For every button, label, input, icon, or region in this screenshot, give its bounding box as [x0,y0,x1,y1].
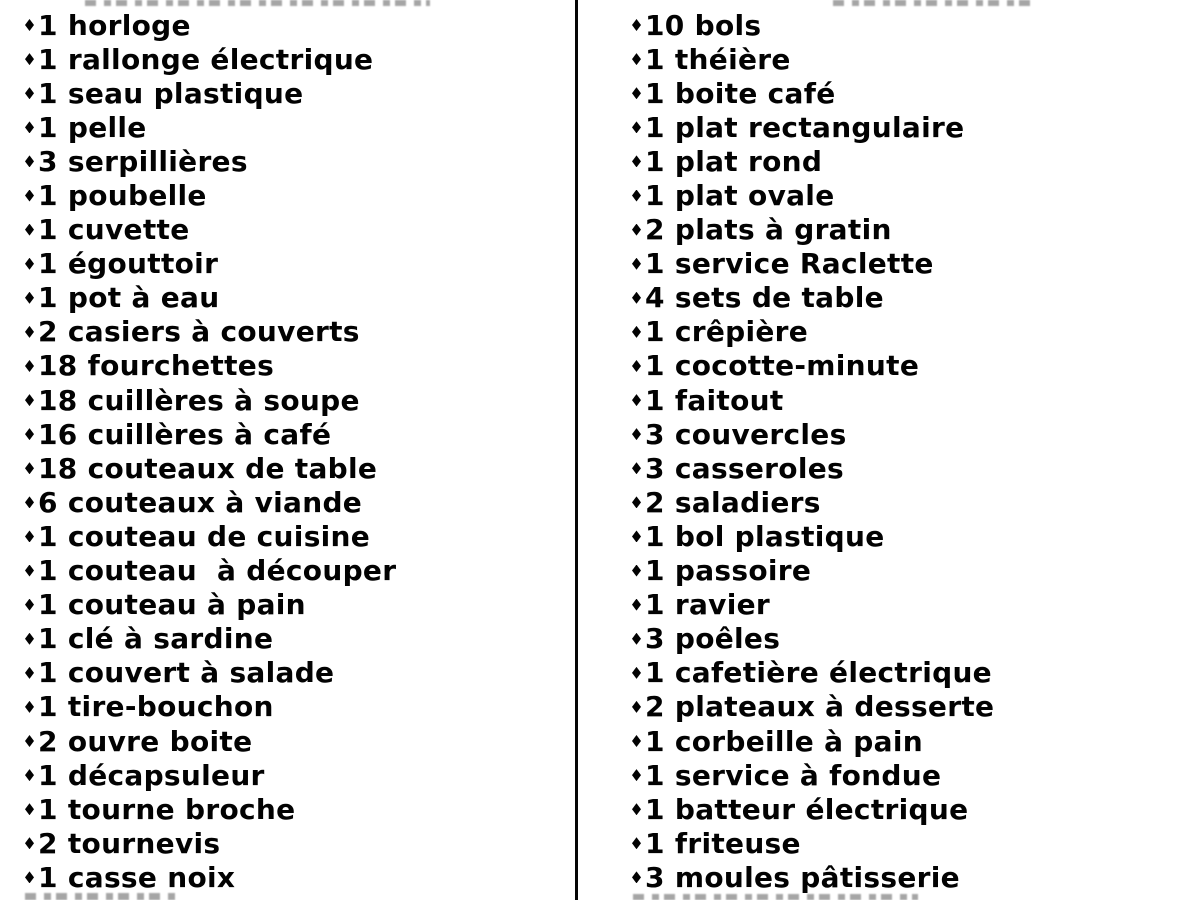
item-label: couteau à pain [67,588,306,622]
item-label: cuvette [67,213,190,247]
list-item [25,349,570,383]
list-item [632,383,1192,417]
diamond-bullet-icon [632,121,641,133]
item-separator [665,622,675,655]
diamond-bullet-icon [632,837,641,849]
list-item [632,451,1192,485]
item-label: batteur électrique [674,792,969,826]
clipped-text-fragment [85,0,430,6]
item-quantity: 18 [38,383,78,417]
item-separator [58,77,68,110]
item-quantity: 1 [38,690,58,724]
item-label: bol plastique [674,519,885,553]
item-quantity: 1 [38,792,58,826]
item-separator [58,213,68,246]
item-label: cocotte-minute [674,349,920,383]
item-separator [58,759,68,792]
item-separator [665,43,675,76]
list-item [632,724,1192,758]
item-label: service Raclette [674,247,934,281]
item-label: corbeille à pain [674,724,923,758]
diamond-bullet-icon [25,633,34,645]
diamond-bullet-icon [25,19,34,31]
item-quantity: 1 [645,588,665,622]
diamond-bullet-icon [25,224,34,236]
item-label: théière [674,42,791,76]
diamond-bullet-icon [632,701,641,713]
item-label: pelle [67,110,147,144]
item-separator [665,861,675,894]
item-label: moules pâtisserie [674,860,960,894]
diamond-bullet-icon [632,871,641,883]
diamond-bullet-icon [25,496,34,508]
item-quantity: 1 [645,42,665,76]
list-item [25,758,570,792]
list-item [632,417,1192,451]
list-item [632,519,1192,553]
diamond-bullet-icon [25,53,34,65]
item-quantity: 2 [38,724,58,758]
diamond-bullet-icon [25,87,34,99]
item-quantity: 1 [645,792,665,826]
item-label: friteuse [674,826,801,860]
item-separator [665,247,675,280]
diamond-bullet-icon [25,769,34,781]
item-quantity: 1 [645,76,665,110]
item-label: service à fondue [674,758,942,792]
diamond-bullet-icon [25,530,34,542]
item-label: égouttoir [67,247,219,281]
item-quantity: 16 [38,417,78,451]
diamond-bullet-icon [632,633,641,645]
item-quantity: 1 [38,554,58,588]
item-separator [665,759,675,792]
diamond-bullet-icon [25,735,34,747]
diamond-bullet-icon [632,360,641,372]
diamond-bullet-icon [632,190,641,202]
item-separator [58,690,68,723]
item-separator [665,520,675,553]
list-item [632,792,1192,826]
diamond-bullet-icon [25,121,34,133]
item-label: horloge [67,8,191,42]
item-quantity: 1 [645,315,665,349]
item-separator [58,281,68,314]
diamond-bullet-icon [25,565,34,577]
diamond-bullet-icon [25,803,34,815]
list-item [632,554,1192,588]
item-quantity: 1 [38,247,58,281]
diamond-bullet-icon [632,224,641,236]
inventory-column-left [25,8,570,894]
item-label: boite café [674,76,836,110]
list-item [25,451,570,485]
item-label: pot à eau [67,281,220,315]
item-separator [58,111,68,144]
item-separator [58,486,68,519]
item-separator [58,43,68,76]
item-quantity: 1 [645,758,665,792]
item-separator [665,145,675,178]
list-item [25,383,570,417]
item-label: plat rectangulaire [674,110,965,144]
item-separator [58,861,68,894]
item-label: cuillères à soupe [87,383,360,417]
list-item [25,690,570,724]
list-item [25,519,570,553]
diamond-bullet-icon [632,394,641,406]
item-label: crêpière [674,315,809,349]
item-separator [665,349,675,382]
list-item [632,690,1192,724]
item-separator [665,384,675,417]
list-item [632,622,1192,656]
diamond-bullet-icon [632,735,641,747]
list-item [25,110,570,144]
item-quantity: 1 [38,588,58,622]
item-label: tire-bouchon [67,690,274,724]
item-label: fourchettes [87,349,275,383]
item-quantity: 1 [645,349,665,383]
diamond-bullet-icon [25,701,34,713]
list-item [632,213,1192,247]
list-item [632,144,1192,178]
item-quantity: 1 [645,519,665,553]
item-label: casse noix [67,860,236,894]
diamond-bullet-icon [632,496,641,508]
item-separator [78,418,88,451]
item-separator [58,9,68,42]
diamond-bullet-icon [632,530,641,542]
item-separator [58,793,68,826]
item-quantity: 1 [645,724,665,758]
item-separator [665,452,675,485]
item-quantity: 1 [645,110,665,144]
clipped-text-fragment [633,894,918,900]
list-item [632,349,1192,383]
item-separator [78,349,88,382]
item-separator [665,213,675,246]
item-quantity: 1 [645,179,665,213]
list-item [632,178,1192,212]
item-quantity: 1 [38,519,58,553]
item-quantity: 1 [38,42,58,76]
list-item [25,213,570,247]
item-label: sets de table [674,281,884,315]
item-label: bols [694,8,762,42]
diamond-bullet-icon [632,428,641,440]
item-label: couteaux à viande [67,485,363,519]
diamond-bullet-icon [632,565,641,577]
list-item [632,8,1192,42]
item-separator [665,725,675,758]
item-quantity: 1 [645,247,665,281]
item-separator [665,418,675,451]
list-item [632,485,1192,519]
item-label: clé à sardine [67,622,274,656]
item-quantity: 2 [645,690,665,724]
diamond-bullet-icon [25,326,34,338]
item-quantity: 3 [645,860,665,894]
list-item [25,792,570,826]
inventory-column-right [632,8,1192,894]
diamond-bullet-icon [632,769,641,781]
item-label: ravier [674,588,771,622]
item-quantity: 1 [38,179,58,213]
item-separator [665,486,675,519]
item-quantity: 2 [38,315,58,349]
list-item [632,758,1192,792]
item-separator [685,9,695,42]
item-label: casseroles [674,451,844,485]
item-label: plateaux à desserte [674,690,995,724]
diamond-bullet-icon [25,155,34,167]
diamond-bullet-icon [632,803,641,815]
list-item [632,588,1192,622]
item-quantity: 1 [38,281,58,315]
item-separator [665,315,675,348]
item-quantity: 1 [38,622,58,656]
list-item [632,76,1192,110]
list-item [25,417,570,451]
item-separator [665,111,675,144]
item-quantity: 1 [645,554,665,588]
item-label: poêles [674,622,781,656]
list-item [632,315,1192,349]
item-label: passoire [674,554,812,588]
diamond-bullet-icon [25,462,34,474]
list-item [25,247,570,281]
item-label: serpillières [67,144,248,178]
item-quantity: 3 [645,622,665,656]
item-quantity: 18 [38,451,78,485]
item-label: rallonge électrique [67,42,374,76]
item-label: tourne broche [67,792,296,826]
item-label: plats à gratin [674,213,892,247]
diamond-bullet-icon [25,360,34,372]
item-label: couvert à salade [67,656,335,690]
item-quantity: 1 [38,656,58,690]
item-quantity: 3 [645,417,665,451]
diamond-bullet-icon [632,258,641,270]
item-label: cuillères à café [87,417,332,451]
diamond-bullet-icon [25,599,34,611]
item-separator [58,315,68,348]
item-quantity: 1 [38,758,58,792]
item-quantity: 10 [645,8,685,42]
item-separator [665,690,675,723]
diamond-bullet-icon [632,326,641,338]
item-quantity: 18 [38,349,78,383]
diamond-bullet-icon [25,837,34,849]
item-quantity: 1 [38,213,58,247]
item-label: seau plastique [67,76,304,110]
list-item [25,554,570,588]
item-label: couteau à découper [67,554,397,588]
item-quantity: 6 [38,485,58,519]
item-quantity: 3 [38,144,58,178]
item-separator [58,520,68,553]
item-label: plat ovale [674,179,835,213]
item-separator [58,622,68,655]
diamond-bullet-icon [25,190,34,202]
item-label: décapsuleur [67,758,265,792]
list-item [25,281,570,315]
item-separator [58,827,68,860]
item-label: couteau de cuisine [67,519,371,553]
diamond-bullet-icon [25,871,34,883]
item-separator [58,179,68,212]
item-quantity: 1 [645,826,665,860]
list-item [25,8,570,42]
clipped-text-fragment [833,0,1038,6]
list-item [25,724,570,758]
item-label: couvercles [674,417,847,451]
item-separator [58,725,68,758]
item-separator [58,247,68,280]
item-separator [665,554,675,587]
item-label: tournevis [67,826,221,860]
item-separator [58,588,68,621]
item-label: ouvre boite [67,724,253,758]
diamond-bullet-icon [632,667,641,679]
list-item [25,42,570,76]
list-item [632,860,1192,894]
item-separator [665,77,675,110]
list-item [632,110,1192,144]
list-item [25,178,570,212]
item-quantity: 1 [645,656,665,690]
diamond-bullet-icon [632,462,641,474]
list-item [25,76,570,110]
diamond-bullet-icon [25,394,34,406]
list-item [25,485,570,519]
item-separator [665,588,675,621]
diamond-bullet-icon [25,428,34,440]
list-item [632,826,1192,860]
diamond-bullet-icon [632,292,641,304]
list-item [25,144,570,178]
diamond-bullet-icon [632,599,641,611]
item-separator [58,656,68,689]
item-separator [58,145,68,178]
item-label: plat rond [674,144,823,178]
list-item [25,622,570,656]
item-label: saladiers [674,485,821,519]
item-separator [665,656,675,689]
item-quantity: 2 [645,213,665,247]
list-item [25,656,570,690]
diamond-bullet-icon [632,19,641,31]
item-quantity: 1 [38,110,58,144]
item-label: faitout [674,383,784,417]
item-separator [665,281,675,314]
item-quantity: 1 [645,144,665,178]
item-quantity: 2 [38,826,58,860]
item-label: casiers à couverts [67,315,360,349]
item-label: cafetière électrique [674,656,992,690]
list-item [632,247,1192,281]
item-label: couteaux de table [87,451,378,485]
diamond-bullet-icon [632,87,641,99]
column-divider [575,0,578,900]
clipped-text-fragment [25,893,180,900]
item-quantity: 2 [645,485,665,519]
list-item [25,826,570,860]
item-separator [665,827,675,860]
list-item [25,315,570,349]
item-separator [665,179,675,212]
item-quantity: 1 [38,8,58,42]
item-quantity: 3 [645,451,665,485]
item-label: poubelle [67,179,207,213]
list-item [632,281,1192,315]
item-quantity: 4 [645,281,665,315]
item-quantity: 1 [38,76,58,110]
item-quantity: 1 [38,860,58,894]
list-item [632,42,1192,76]
diamond-bullet-icon [25,258,34,270]
item-separator [58,554,68,587]
list-item [632,656,1192,690]
diamond-bullet-icon [25,292,34,304]
item-quantity: 1 [645,383,665,417]
item-separator [665,793,675,826]
list-item [25,588,570,622]
item-separator [78,384,88,417]
list-item [25,860,570,894]
item-separator [78,452,88,485]
diamond-bullet-icon [25,667,34,679]
diamond-bullet-icon [632,155,641,167]
diamond-bullet-icon [632,53,641,65]
